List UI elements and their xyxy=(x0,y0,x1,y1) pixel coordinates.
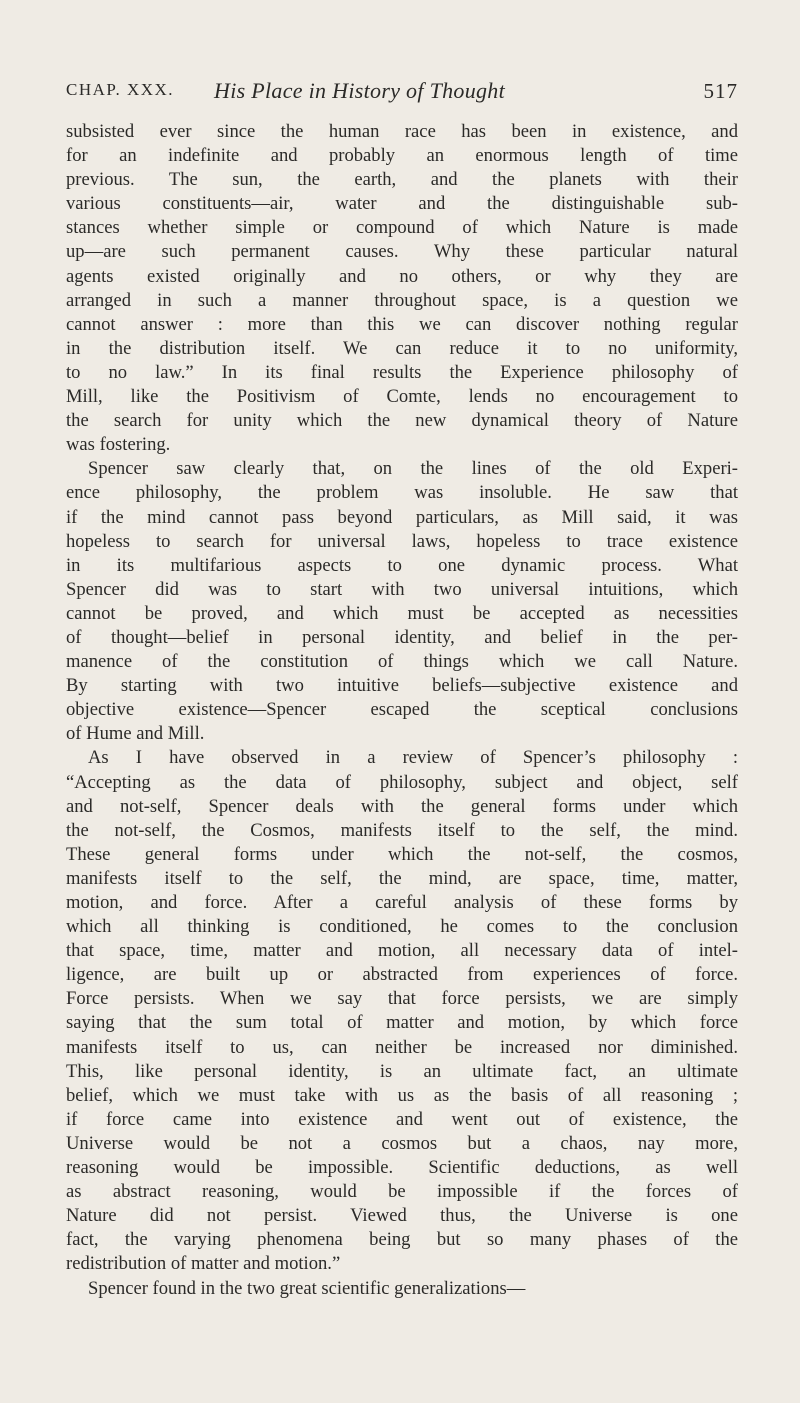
text-line: manifests itself to us, can neither be increased nor diminished. xyxy=(66,1036,738,1058)
page-number: 517 xyxy=(703,79,738,103)
text-line: Force persists. When we say that force persists, we are simply xyxy=(66,988,738,1010)
paragraph-end-line: of Hume and Mill. xyxy=(66,723,205,745)
running-head xyxy=(66,78,738,108)
running-title: His Place in History of Thought xyxy=(214,78,506,103)
text-line: up—are such permanent causes. Why these particular natural xyxy=(66,241,738,263)
text-line: saying that the sum total of matter and motion, by which force xyxy=(66,1012,738,1034)
text-line: agents existed originally and no others, or why they are xyxy=(66,265,738,287)
text-line: previous. The sun, the earth, and the planets with their xyxy=(66,169,738,191)
text-line: reasoning would be impossible. Scientific deductions, as well xyxy=(66,1157,738,1179)
paragraph-end-line: was fostering. xyxy=(66,434,171,456)
paragraph-start-line: Spencer saw clearly that, on the lines of the old Experi- xyxy=(88,458,738,480)
chapter-label: CHAP. XXX. xyxy=(66,80,175,99)
text-line: to no law.” In its final results the Experience philosophy of xyxy=(66,361,738,383)
text-line: subsisted ever since the human race has been in existence, and xyxy=(66,121,738,142)
text-line: that space, time, matter and motion, all necessary data of intel- xyxy=(66,940,738,962)
text-line: ligence, are built up or abstracted from experiences of force. xyxy=(66,964,738,986)
text-line: and not-self, Spencer deals with the general forms under which xyxy=(66,795,738,817)
text-line: manifests itself to the self, the mind, are space, time, matter, xyxy=(66,867,738,889)
text-line: which all thinking is conditioned, he comes to the conclusion xyxy=(66,916,738,938)
text-line: as abstract reasoning, would be impossible if the forces of xyxy=(66,1181,738,1203)
text-line: By starting with two intuitive beliefs—subjective existence and xyxy=(66,675,738,697)
text-line: motion, and force. After a careful analysis of these forms by xyxy=(66,892,738,913)
text-line: belief, which we must take with us as the basis of all reasoning ; xyxy=(66,1084,738,1106)
text-line: Nature did not persist. Viewed thus, the Universe is one xyxy=(66,1205,738,1227)
paragraph-start-line: As I have observed in a review of Spencer’s philosophy : xyxy=(88,747,738,769)
text-line: These general forms under which the not-self, the cosmos, xyxy=(66,843,738,865)
text-line: if the mind cannot pass beyond particulars, as Mill said, it was xyxy=(66,506,738,528)
text-line: arranged in such a manner throughout space, is a question we xyxy=(66,289,738,311)
text-line: the not-self, the Cosmos, manifests itself to the self, the mind. xyxy=(66,819,738,841)
text-line: This, like personal identity, is an ultimate fact, an ultimate xyxy=(66,1060,738,1082)
text-line: for an indefinite and probably an enormous length of time xyxy=(66,145,738,167)
text-line: ence philosophy, the problem was insoluble. He saw that xyxy=(66,482,738,504)
text-line: hopeless to search for universal laws, hopeless to trace existence xyxy=(66,530,738,552)
text-line: in its multifarious aspects to one dynamic process. What xyxy=(66,554,738,576)
text-line: various constituents—air, water and the distinguishable sub- xyxy=(66,193,738,215)
text-line: cannot be proved, and which must be accepted as necessities xyxy=(66,602,738,624)
text-line: cannot answer : more than this we can discover nothing regular xyxy=(66,313,738,335)
text-line: manence of the constitution of things which we call Nature. xyxy=(66,651,738,673)
body-text xyxy=(66,120,738,1301)
paragraph-start-line: Spencer found in the two great scientific generalizations— xyxy=(88,1277,526,1299)
paragraph-end-line: redistribution of matter and motion.” xyxy=(66,1253,341,1275)
text-line: in the distribution itself. We can reduce it to no uniformity, xyxy=(66,337,738,359)
text-line: Universe would be not a cosmos but a chaos, nay more, xyxy=(66,1132,738,1154)
text-line: stances whether simple or compound of which Nature is made xyxy=(66,217,738,239)
text-line: Mill, like the Positivism of Comte, lends no encouragement to xyxy=(66,386,738,408)
text-line: “Accepting as the data of philosophy, subject and object, self xyxy=(66,771,738,793)
text-line: fact, the varying phenomena being but so many phases of the xyxy=(66,1229,738,1251)
text-line: objective existence—Spencer escaped the sceptical conclusions xyxy=(66,699,738,721)
text-line: Spencer did was to start with two universal intuitions, which xyxy=(66,578,738,600)
text-line: the search for unity which the new dynamical theory of Nature xyxy=(66,410,738,432)
text-line: of thought—belief in personal identity, and belief in the per- xyxy=(66,626,738,648)
text-line: if force came into existence and went out of existence, the xyxy=(66,1108,738,1130)
